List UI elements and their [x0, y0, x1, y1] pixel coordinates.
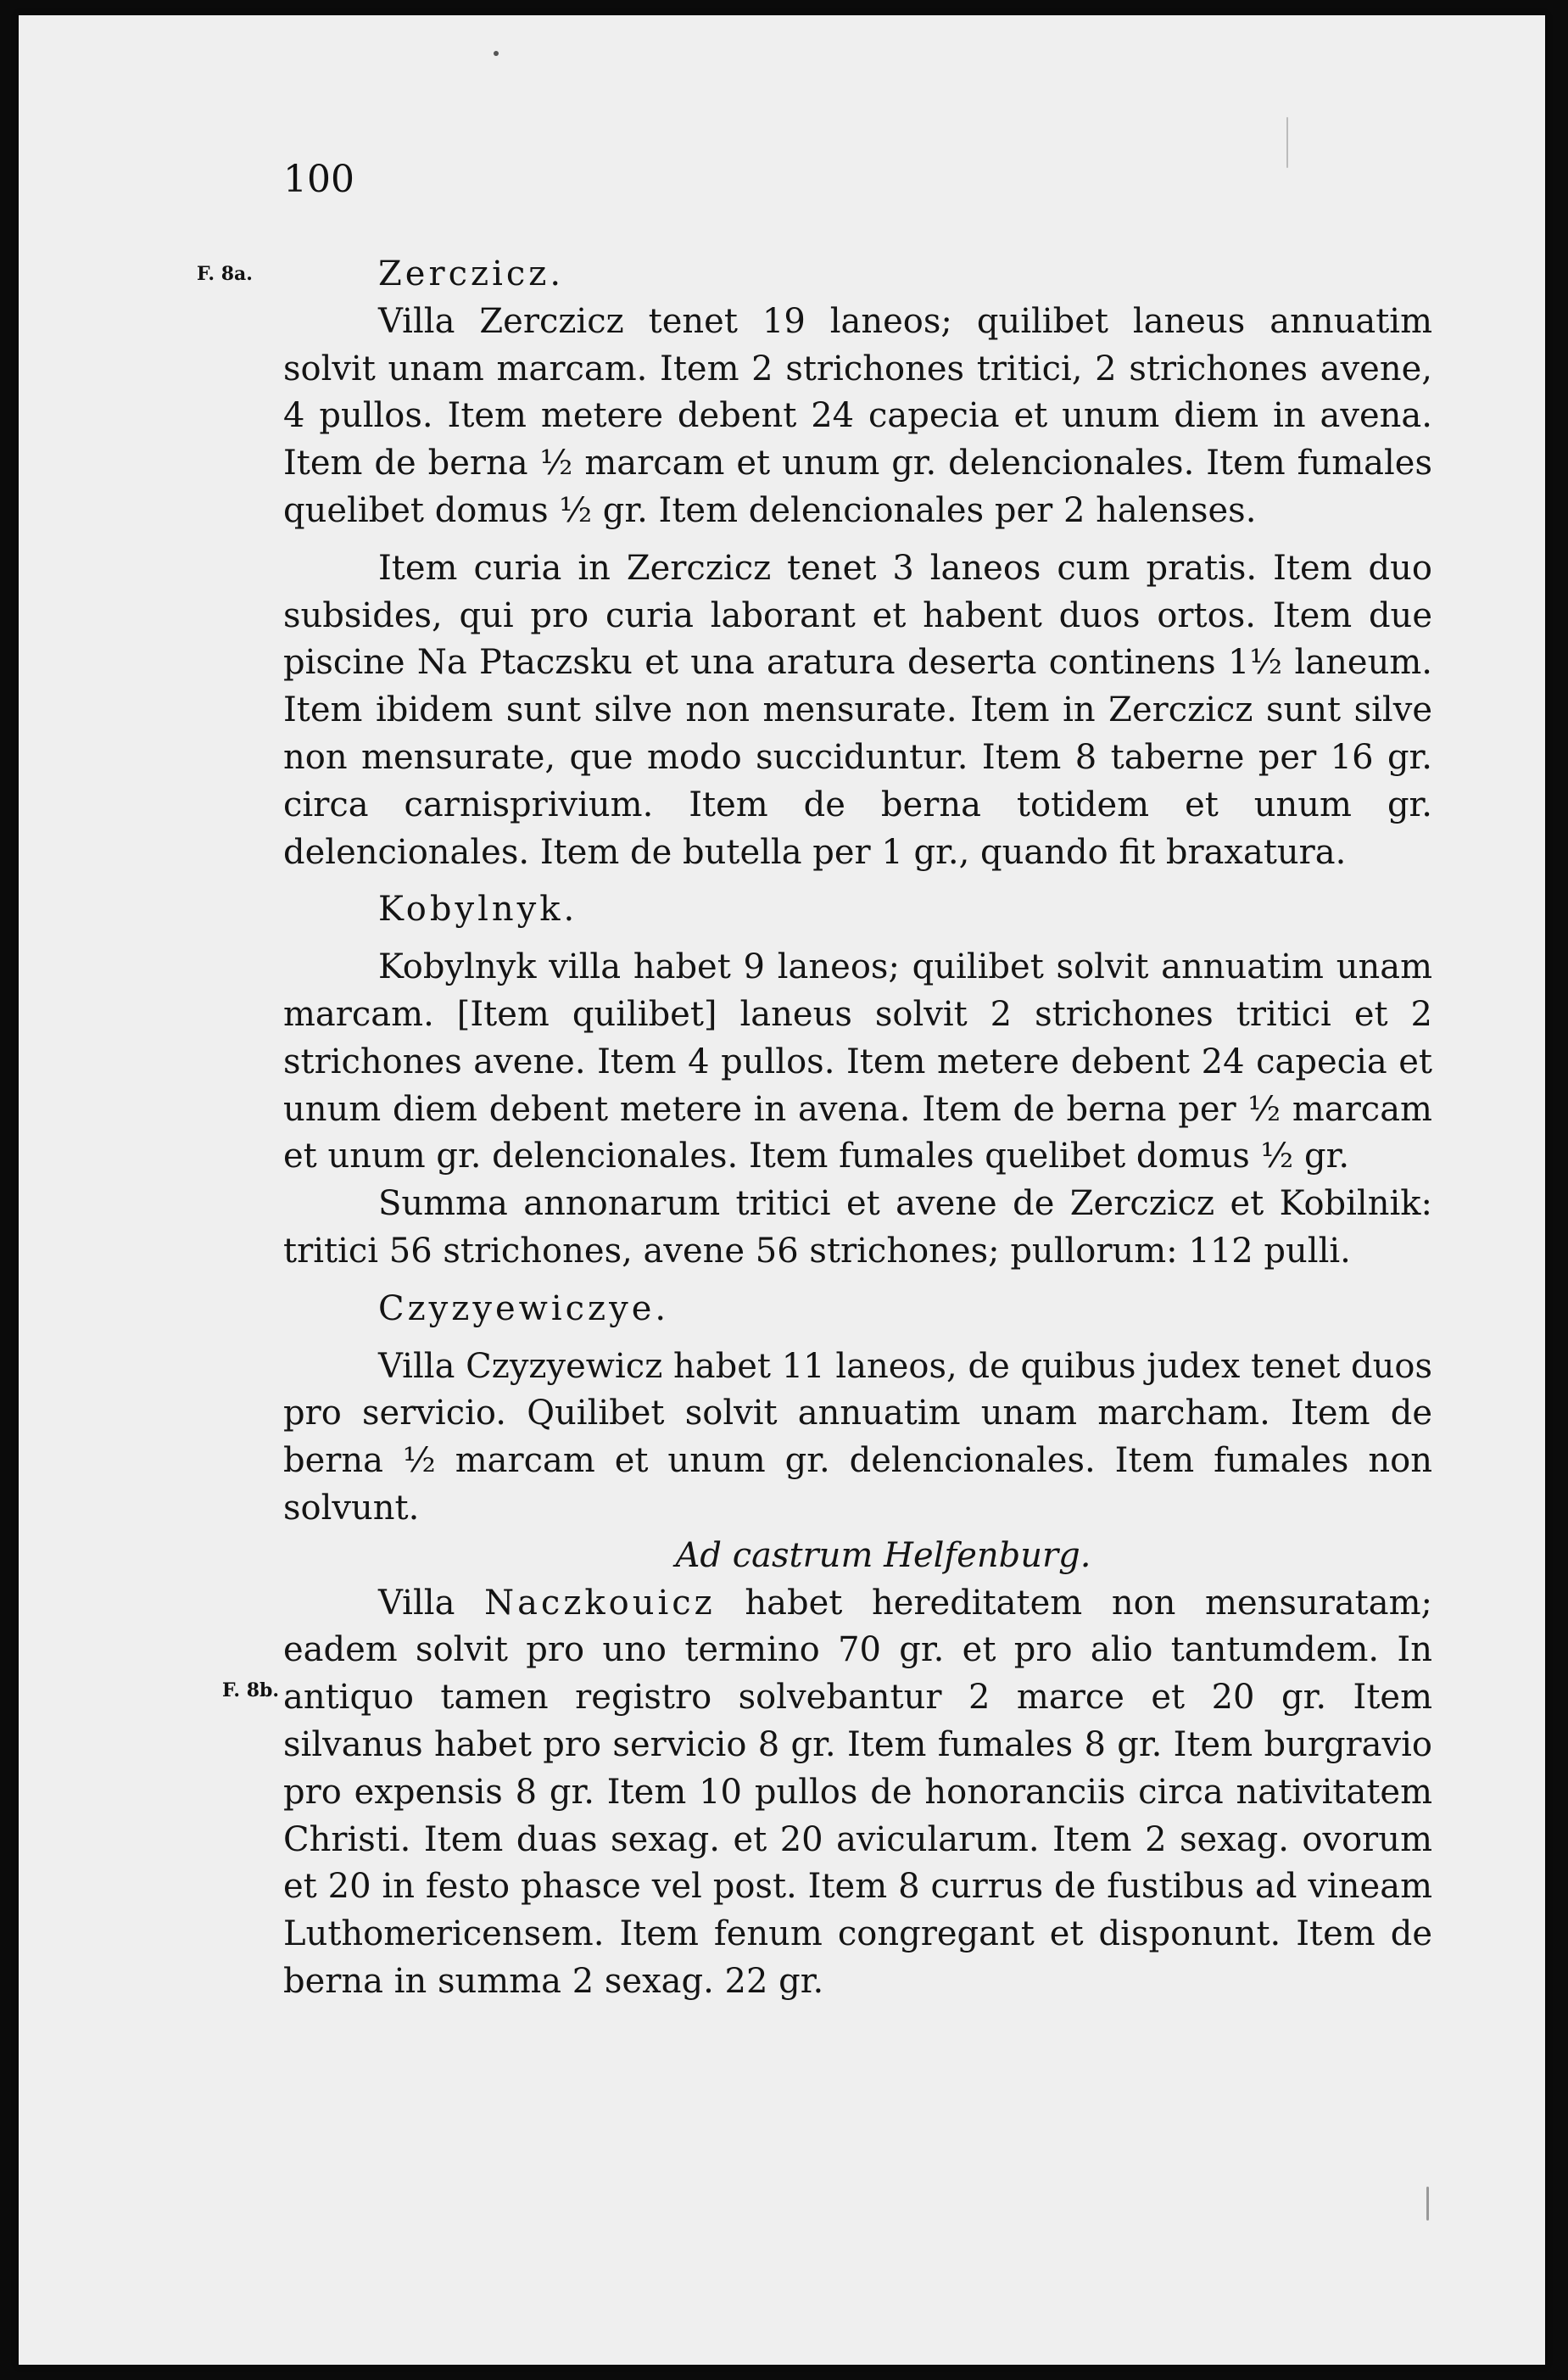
place-name-naczkouicz: Naczkouicz [484, 1583, 716, 1623]
paragraph-zerczicz-1: Villa Zerczicz tenet 19 laneos; quilibet laneus annuatim solvit unam marcam. Item 2 strichones tritici, 2 strichones avene, 4 pullos. Item metere debent 24 capecia et unum diem in avena. Item de berna ½ marcam et unum gr. delencionales. Item fumales quelibet domus ½ gr. Item delencionales per 2 halenses. [283, 301, 1432, 530]
scan-speck [494, 51, 499, 56]
paragraph-summa: Summa annonarum tritici et avene de Zerczicz et Kobilnik: tritici 56 strichones, avene 56 strichones; pullorum: 112 pulli. [283, 1184, 1432, 1271]
heading-zerczicz: Zerczicz. [378, 254, 565, 293]
margin-note-f8a: F. 8a. [197, 263, 253, 285]
scan-mark-top [1286, 117, 1288, 168]
margin-note-f8b: F. 8b. [222, 1679, 280, 1701]
paragraph-naczkouicz-text: habet hereditatem non mensuratam; eadem solvit pro uno termino 70 gr. et pro alio tantumdem. In antiquo tamen registro solvebantur 2 marce et 20 gr. Item silvanus habet pro servicio 8 gr. Item fumales 8 gr. Item burgravio pro expensis 8 gr. Item 10 pullos de honoranciis circa nativitatem Christi. Item duas sexag. et 20 avicularum. Item 2 sexag. ovorum et 20 in festo phasce vel post. Item 8 currus de fustibus ad vineam Luthomericensem. Item fenum congregant et disponunt. Item de berna in summa 2 sexag. 22 gr. [283, 1583, 1433, 2001]
paragraph-zerczicz-2: Item curia in Zerczicz tenet 3 laneos cum pratis. Item duo subsides, qui pro curia laborant et habent duos ortos. Item due piscine Na Ptaczsku et una aratura deserta continens 1½ laneum. Item ibidem sunt silve non mensurate. Item in Zerczicz sunt silve non mensurate, que modo succiduntur. Item 8 taberne per 16 gr. circa carnisprivium. Item de berna totidem et unum gr. delencionales. Item de butella per 1 gr., quando fit braxatura. [283, 548, 1432, 872]
page-number: 100 [283, 158, 354, 201]
paragraph-naczkouicz [283, 1580, 1432, 2006]
paragraph-kobylnyk-1: Kobylnyk villa habet 9 laneos; quilibet solvit annuatim unam marcam. [Item quilibet] laneus solvit 2 strichones tritici et 2 strichones avene. Item 4 pullos. Item metere debent 24 capecia et unum diem debent metere in avena. Item de berna per ½ marcam et unum gr. delencionales. Item fumales quelibet domus ½ gr. [283, 947, 1432, 1176]
scan-mark [1426, 2187, 1429, 2221]
document-page [19, 15, 1545, 2365]
heading-czyzyewiczye: Czyzyewiczye. [378, 1288, 670, 1328]
heading-helfenburg: Ad castrum Helfenburg. [675, 1535, 1091, 1575]
heading-kobylnyk: Kobylnyk. [378, 890, 578, 930]
page-body [283, 251, 1432, 2006]
lead-word: Villa [378, 1583, 455, 1623]
paragraph-czyzyewicz: Villa Czyzyewicz habet 11 laneos, de quibus judex tenet duos pro servicio. Quilibet solvit annuatim unam marcham. Item de berna ½ marcam et unum gr. delencionales. Item fumales non solvunt. [283, 1346, 1432, 1528]
